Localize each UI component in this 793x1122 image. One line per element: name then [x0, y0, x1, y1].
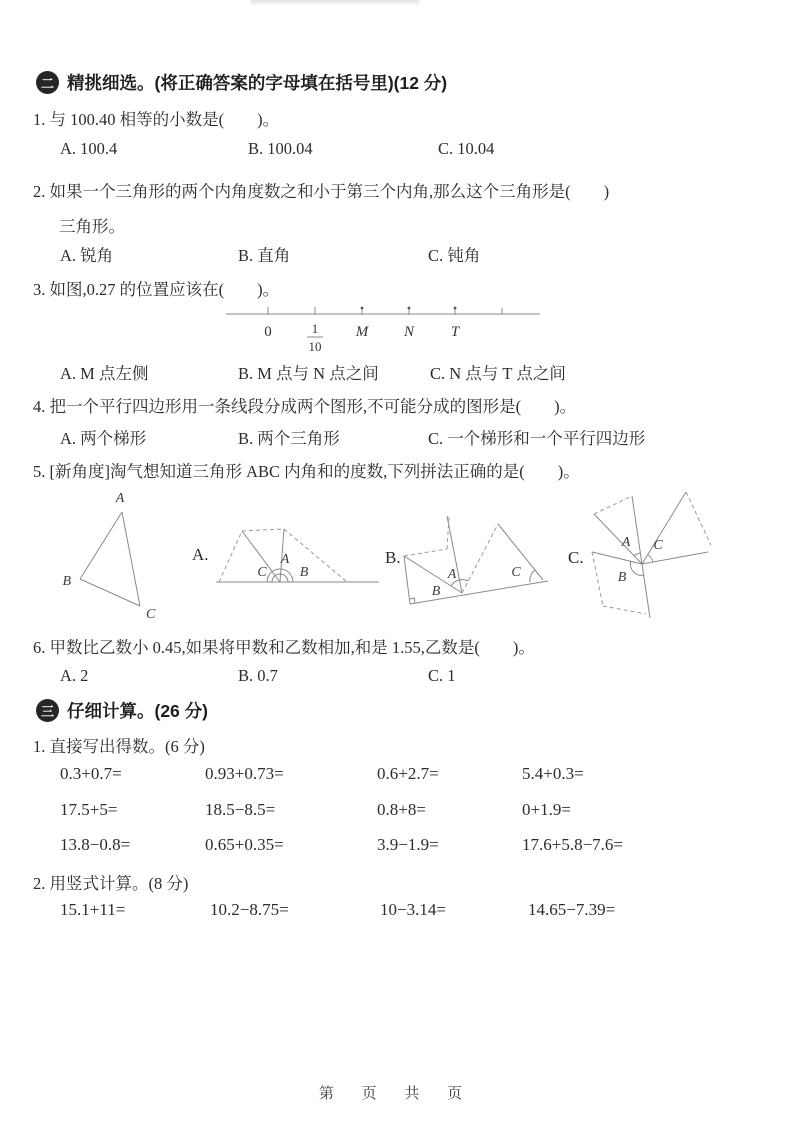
expression: 0.93+0.73= — [205, 764, 284, 783]
section-two-icon: 二 — [36, 71, 59, 94]
scan-artifact — [250, 0, 420, 6]
question-2-text-line2: 三角形。 — [59, 217, 125, 236]
angle-label-c: C — [511, 565, 521, 580]
expression: 13.8−0.8= — [60, 835, 131, 854]
question-6-options — [0, 666, 793, 688]
angle-label-b: B — [299, 565, 309, 580]
section-calc-title: 仔细计算。(26 分) — [67, 701, 208, 721]
vertex-label-b: B — [62, 574, 71, 589]
expression: 10−3.14= — [380, 900, 446, 919]
angle-label-b: B — [431, 584, 441, 599]
calc-direct-heading: 1. 直接写出得数。(6 分) — [33, 737, 205, 756]
number-line-axis — [226, 307, 540, 315]
question-3-option-a: A. M 点左侧 — [60, 364, 149, 383]
tick-label-t: T — [450, 324, 460, 340]
number-line-figure — [224, 300, 544, 358]
question-1-options — [0, 139, 793, 161]
question-3-option-c: C. N 点与 T 点之间 — [430, 364, 566, 383]
question-5-text: 5. [新角度]淘气想知道三角形 ABC 内角和的度数,下列拼法正确的是( )。 — [33, 462, 580, 481]
angle-label-c: C — [257, 565, 267, 580]
question-1-option-b: B. 100.04 — [248, 139, 313, 158]
expression: 17.6+5.8−7.6= — [522, 835, 624, 854]
section-choice-header — [36, 70, 447, 95]
angle-label-c: C — [653, 538, 663, 553]
section-three-icon: 三 — [36, 699, 59, 722]
question-4-options — [0, 425, 793, 447]
vertex-label-a: A — [115, 491, 125, 506]
tick-label-n: N — [403, 324, 415, 340]
angle-label-a: A — [621, 535, 631, 550]
figure-a-solid-lines — [216, 529, 379, 582]
expression: 5.4+0.3= — [522, 764, 584, 783]
angle-label-a: A — [280, 552, 290, 567]
expression: 0+1.9= — [522, 800, 571, 819]
figure-option-c — [590, 488, 755, 632]
question-6-option-b: B. 0.7 — [238, 666, 278, 685]
triangle-abc-outline — [80, 512, 140, 606]
question-2-options — [0, 242, 793, 264]
page-footer: 第 页 共 页 — [318, 1086, 475, 1102]
calc-vertical-row — [0, 900, 793, 922]
question-1-option-a: A. 100.4 — [60, 139, 118, 158]
expression: 14.65−7.39= — [528, 900, 616, 919]
figure-option-b-letter: B. — [385, 548, 401, 567]
expression: 17.5+5= — [60, 800, 118, 819]
figure-option-c-letter: C. — [568, 548, 584, 567]
expression: 0.6+2.7= — [377, 764, 439, 783]
triangle-abc-figure — [58, 485, 193, 627]
question-6-option-a: A. 2 — [60, 666, 89, 685]
angle-label-a: A — [447, 567, 457, 582]
question-4-option-b: B. 两个三角形 — [238, 429, 340, 448]
expression: 10.2−8.75= — [210, 900, 289, 919]
question-2-text: 2. 如果一个三角形的两个内角度数之和小于第三个内角,那么这个三角形是( ) — [33, 182, 610, 201]
figure-c-dashed-lines — [592, 492, 711, 614]
expression: 3.9−1.9= — [377, 835, 439, 854]
calc-vertical-heading: 2. 用竖式计算。(8 分) — [33, 874, 189, 893]
figure-c-solid-lines — [592, 492, 708, 618]
fraction-numerator: 1 — [311, 321, 319, 336]
calc-direct-row-1 — [0, 764, 793, 786]
tick-label-m: M — [355, 324, 369, 340]
section-calc-header — [36, 698, 208, 723]
vertex-label-c: C — [146, 607, 156, 622]
question-4-option-a: A. 两个梯形 — [60, 429, 147, 448]
question-2-option-a: A. 锐角 — [60, 246, 114, 265]
section-choice-title: 精挑细选。(将正确答案的字母填在括号里)(12 分) — [67, 73, 448, 93]
figure-option-b — [402, 496, 557, 620]
question-6-text: 6. 甲数比乙数小 0.45,如果将甲数和乙数相加,和是 1.55,乙数是( )。 — [33, 638, 535, 657]
question-4-text: 4. 把一个平行四边形用一条线段分成两个图形,不可能分成的图形是( )。 — [33, 397, 577, 416]
number-line-point-marks — [361, 307, 457, 310]
tick-label-0: 0 — [264, 324, 272, 340]
question-4-option-c: C. 一个梯形和一个平行四边形 — [428, 429, 646, 448]
question-6-option-c: C. 1 — [428, 666, 456, 685]
question-3-text: 3. 如图,0.27 的位置应该在( )。 — [33, 280, 280, 299]
calc-direct-row-3 — [0, 835, 793, 857]
expression: 0.8+8= — [377, 800, 426, 819]
question-3-options — [0, 360, 793, 382]
question-1-option-c: C. 10.04 — [438, 139, 495, 158]
expression: 15.1+11= — [60, 900, 126, 919]
fraction-denominator: 10 — [308, 339, 322, 354]
expression: 18.5−8.5= — [205, 800, 276, 819]
calc-direct-row-2 — [0, 800, 793, 822]
expression: 0.3+0.7= — [60, 764, 122, 783]
question-2-option-b: B. 直角 — [238, 246, 291, 265]
figure-b-solid-lines — [404, 516, 548, 604]
figure-option-a-letter: A. — [192, 545, 209, 564]
angle-label-b: B — [617, 570, 627, 585]
expression: 0.65+0.35= — [205, 835, 284, 854]
question-1-text: 1. 与 100.40 相等的小数是( )。 — [33, 110, 280, 129]
question-2-option-c: C. 钝角 — [428, 246, 481, 265]
question-3-option-b: B. M 点与 N 点之间 — [238, 364, 379, 383]
figure-option-a — [214, 522, 386, 598]
